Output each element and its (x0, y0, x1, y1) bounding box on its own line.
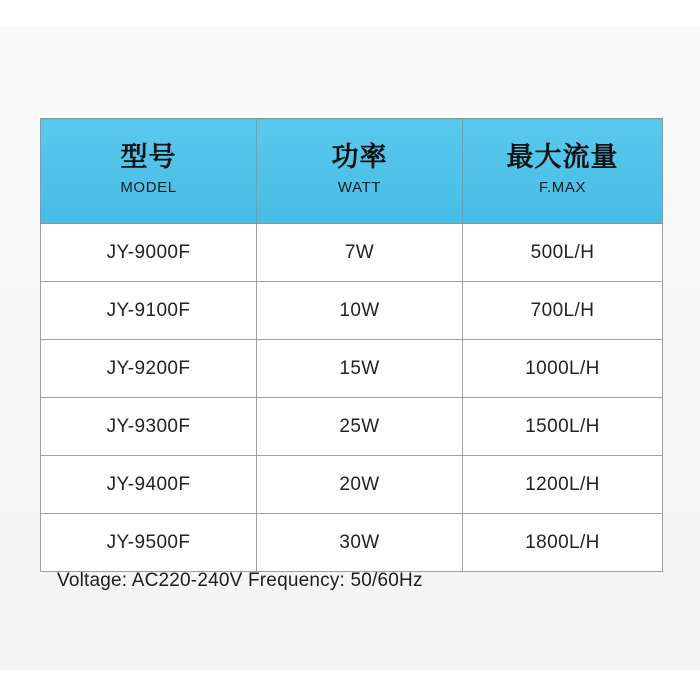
column-header-watt (257, 119, 463, 224)
cell-fmax: 500L/H (463, 224, 663, 282)
cell-watt: 25W (257, 398, 463, 456)
cell-model: JY-9000F (41, 224, 257, 282)
column-header-fmax-cn: 最大流量 (506, 141, 619, 172)
cell-watt: 15W (257, 340, 463, 398)
table-header-row (41, 119, 663, 224)
column-header-model-cn: 型号 (120, 141, 177, 172)
cell-watt: 10W (257, 282, 463, 340)
cell-model: JY-9400F (41, 456, 257, 514)
voltage-frequency-note: Voltage: AC220-240V Frequency: 50/60Hz (57, 570, 423, 591)
table-row (41, 514, 663, 572)
cell-fmax: 1000L/H (463, 340, 663, 398)
cell-model: JY-9300F (41, 398, 257, 456)
table-row (41, 282, 663, 340)
table-row (41, 398, 663, 456)
table-row (41, 224, 663, 282)
specification-table-block (40, 118, 662, 572)
column-header-fmax-en: F.MAX (538, 179, 587, 197)
cell-model: JY-9100F (41, 282, 257, 340)
table-body (41, 224, 663, 572)
table-row (41, 456, 663, 514)
cell-watt: 7W (257, 224, 463, 282)
column-header-watt-en: WATT (337, 179, 382, 197)
column-header-fmax (463, 119, 663, 224)
column-header-watt-cn: 功率 (331, 141, 388, 172)
specification-table (40, 118, 663, 572)
table-row (41, 340, 663, 398)
cell-fmax: 700L/H (463, 282, 663, 340)
cell-model: JY-9200F (41, 340, 257, 398)
column-header-model (41, 119, 257, 224)
table-header (41, 119, 663, 224)
cell-fmax: 1800L/H (463, 514, 663, 572)
cell-watt: 30W (257, 514, 463, 572)
cell-fmax: 1500L/H (463, 398, 663, 456)
cell-fmax: 1200L/H (463, 456, 663, 514)
cell-model: JY-9500F (41, 514, 257, 572)
column-header-model-en: MODEL (120, 179, 177, 197)
cell-watt: 20W (257, 456, 463, 514)
